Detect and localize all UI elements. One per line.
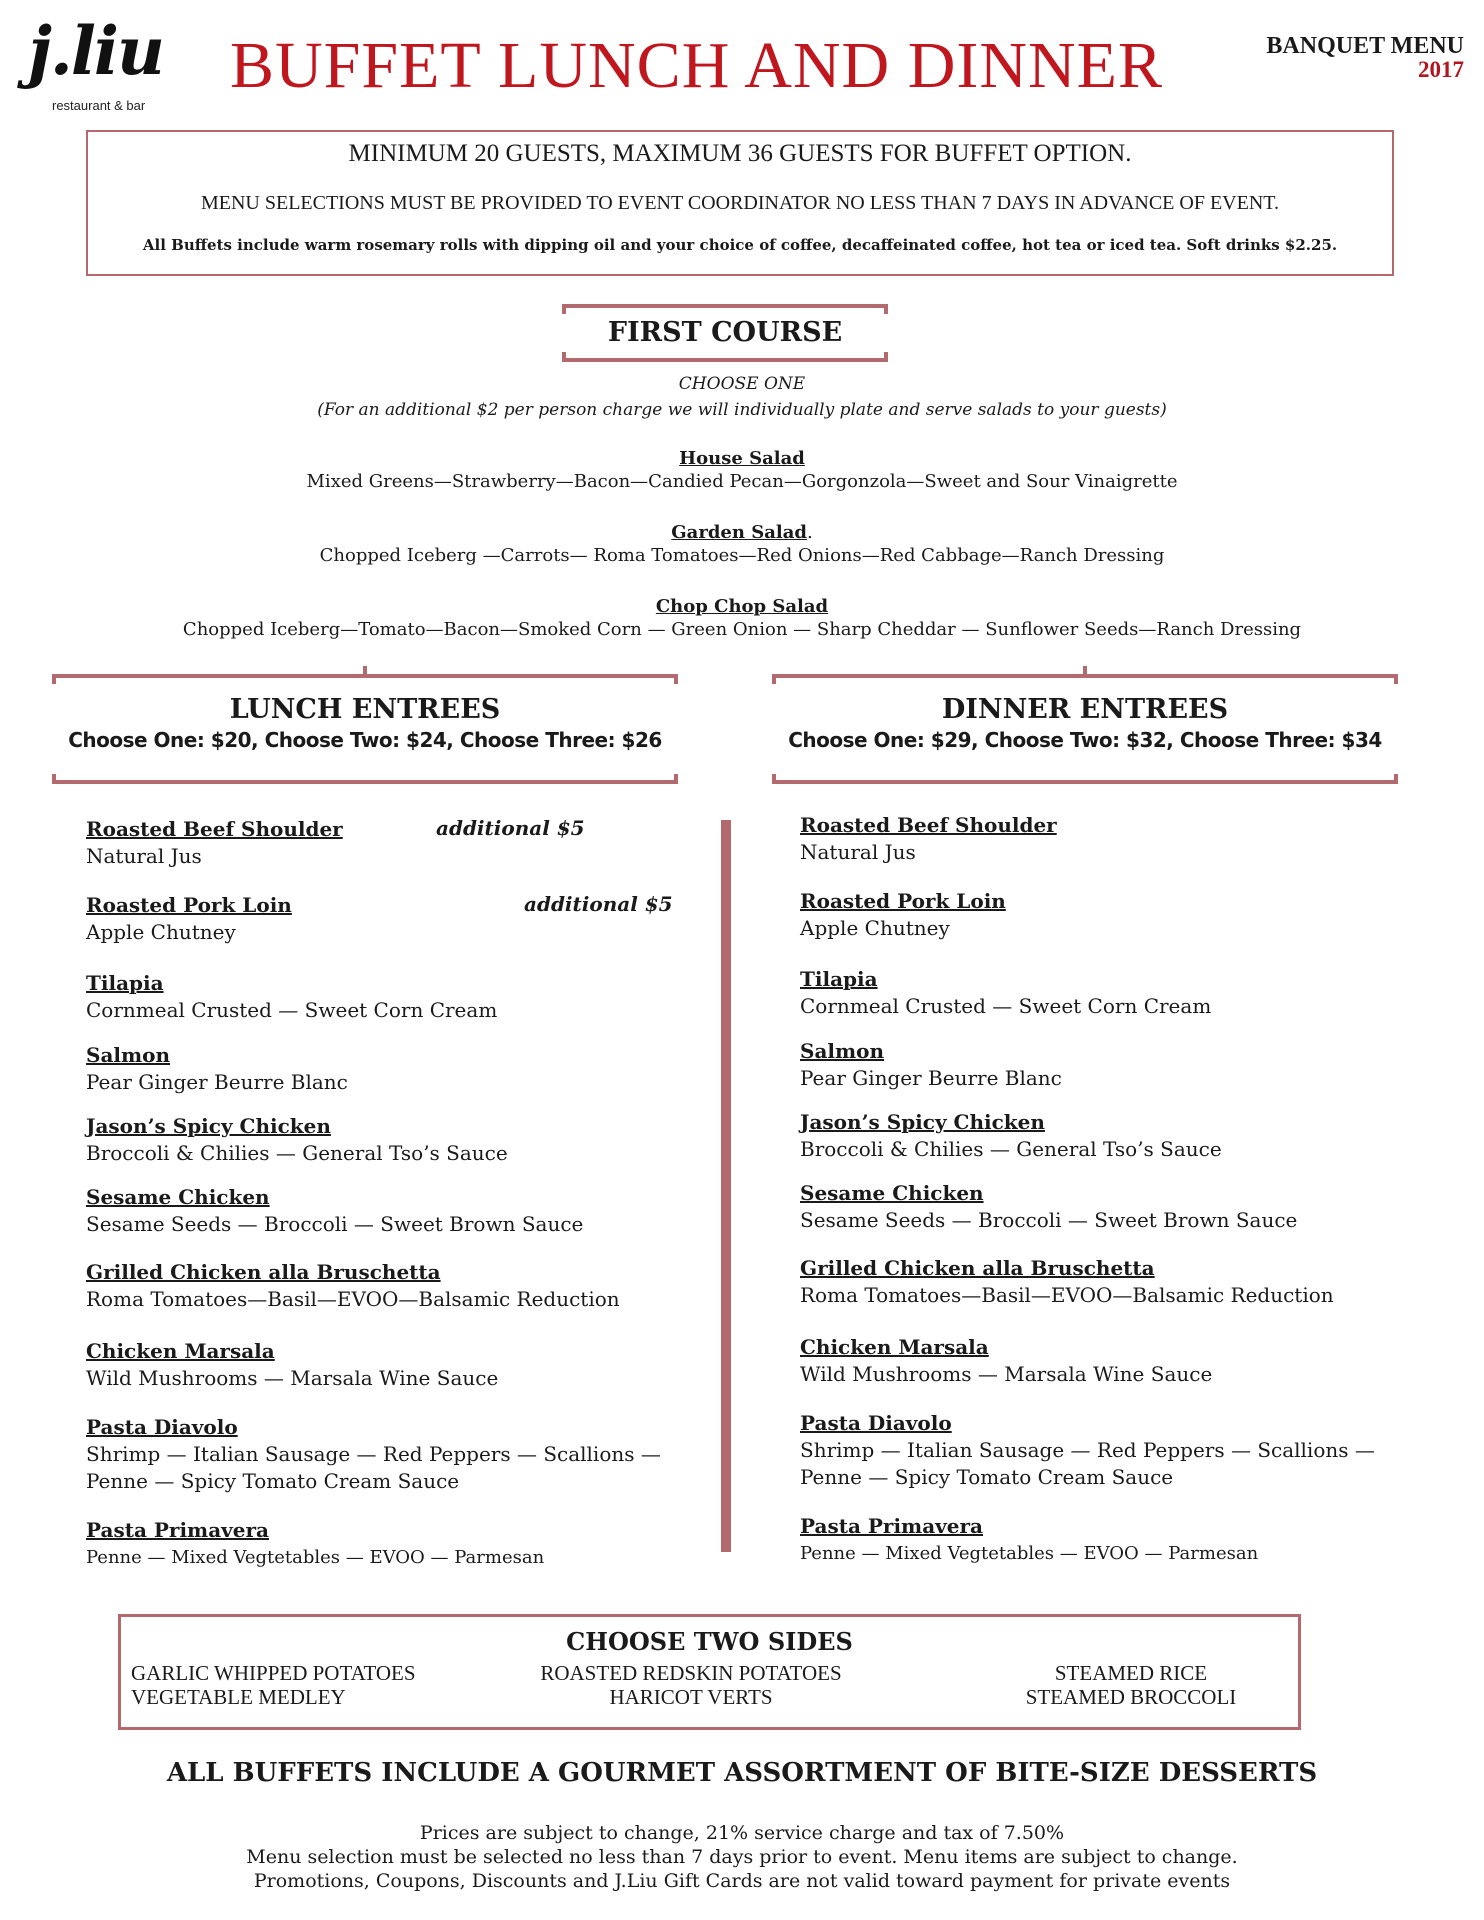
bracket-tick: [562, 304, 566, 314]
entree-desc: Pear Ginger Beurre Blanc: [800, 1066, 1062, 1090]
entree-desc: Apple Chutney: [86, 920, 236, 944]
entree-name: Grilled Chicken alla Bruschetta: [86, 1260, 441, 1284]
dinner-header: [772, 674, 1398, 784]
list-item: [86, 1259, 686, 1313]
bracket-tick: [772, 674, 776, 684]
entree-name: Jason’s Spicy Chicken: [86, 1114, 331, 1138]
dinner-title: DINNER ENTREES: [941, 694, 1229, 725]
logo-subtitle: restaurant & bar: [52, 98, 146, 113]
list-item: [800, 1513, 1400, 1567]
list-item: [800, 1334, 1400, 1388]
salad-desc: Chopped Iceberg —Carrots— Roma Tomatoes—Red Onions—Red Cabbage—Ranch Dressing: [319, 545, 1165, 566]
bracket-tick: [772, 774, 776, 784]
menu-year: 2017: [1418, 57, 1464, 82]
entree-desc: Roma Tomatoes—Basil—EVOO—Balsamic Reduction: [86, 1287, 620, 1311]
entree-desc: Cornmeal Crusted — Sweet Corn Cream: [800, 994, 1212, 1018]
list-item: [800, 1038, 1400, 1092]
list-item: [800, 1180, 1400, 1234]
bracket-tick: [1394, 674, 1398, 684]
lunch-header: [52, 674, 678, 784]
first-course-header: [562, 304, 888, 362]
list-item: [86, 816, 686, 870]
entree-surcharge: additional $5: [436, 816, 585, 840]
entree-name: Chicken Marsala: [86, 1339, 275, 1363]
list-item: [800, 966, 1400, 1020]
entree-name: Roasted Beef Shoulder: [800, 813, 1057, 837]
list-item: [86, 1414, 686, 1495]
entree-desc: Shrimp — Italian Sausage — Red Peppers — Scallions —: [86, 1442, 661, 1466]
notice-guests: MINIMUM 20 GUESTS, MAXIMUM 36 GUESTS FOR BUFFET OPTION.: [348, 140, 1132, 167]
bracket-tick: [674, 774, 678, 784]
bracket-tick: [884, 304, 888, 314]
salad-name: House Salad: [679, 448, 805, 469]
list-item: [86, 1517, 686, 1571]
entree-name: Pasta Diavolo: [800, 1411, 952, 1435]
side-item: STEAMED RICE: [1054, 1661, 1208, 1685]
first-course-title: FIRST COURSE: [607, 317, 843, 348]
entree-desc: Wild Mushrooms — Marsala Wine Sauce: [800, 1362, 1213, 1386]
entree-desc: Shrimp — Italian Sausage — Red Peppers — Scallions —: [800, 1438, 1375, 1462]
page-title: BUFFET LUNCH AND DINNER: [230, 29, 1164, 102]
entree-desc: Broccoli & Chilies — General Tso’s Sauce: [800, 1137, 1222, 1161]
bracket-tick: [1083, 666, 1087, 676]
entree-desc: Penne — Mixed Vegtetables — EVOO — Parmesan: [86, 1547, 545, 1568]
list-item: [800, 1255, 1400, 1309]
side-item: GARLIC WHIPPED POTATOES: [131, 1661, 416, 1685]
entree-name: Tilapia: [800, 967, 878, 991]
banquet-menu-text: BANQUET MENU: [1266, 33, 1464, 59]
bracket-bottom: [562, 358, 888, 362]
sides-box: [118, 1614, 1301, 1730]
list-item: [86, 1113, 686, 1167]
logo-mark: j.liu: [28, 12, 163, 90]
entree-desc: Pear Ginger Beurre Blanc: [86, 1070, 348, 1094]
bracket-tick: [674, 674, 678, 684]
bracket-tick: [52, 774, 56, 784]
entree-desc: Cornmeal Crusted — Sweet Corn Cream: [86, 998, 498, 1022]
footer-promotions: Promotions, Coupons, Discounts and J.Liu Gift Cards are not valid toward payment for private events: [253, 1870, 1231, 1892]
list-item: [800, 1410, 1400, 1491]
bracket-bottom: [52, 780, 678, 784]
list-item: [800, 812, 1400, 866]
list-item: [800, 888, 1400, 942]
entree-desc: Sesame Seeds — Broccoli — Sweet Brown Sauce: [86, 1212, 584, 1236]
entree-desc: Natural Jus: [86, 844, 202, 868]
plating-note: (For an additional $2 per person charge we will individually plate and serve salads to your guests): [317, 400, 1167, 420]
desserts-note: ALL BUFFETS INCLUDE A GOURMET ASSORTMENT OF BITE-SIZE DESSERTS: [166, 1758, 1318, 1788]
entree-name: Pasta Primavera: [800, 1514, 984, 1538]
entree-name: Roasted Pork Loin: [86, 893, 292, 917]
side-item: VEGETABLE MEDLEY: [131, 1685, 346, 1709]
dinner-pricing: Choose One: $29, Choose Two: $32, Choose Three: $34: [788, 728, 1382, 752]
list-item: [86, 1338, 686, 1392]
side-item: STEAMED BROCCOLI: [1025, 1685, 1237, 1709]
footer-selection: Menu selection must be selected no less than 7 days prior to event. Menu items are subject to change.: [246, 1846, 1238, 1868]
bracket-top: [562, 304, 888, 308]
entree-name: Roasted Beef Shoulder: [86, 817, 343, 841]
entree-surcharge: additional $5: [524, 892, 673, 916]
entree-desc: Broccoli & Chilies — General Tso’s Sauce: [86, 1141, 508, 1165]
entree-name: Jason’s Spicy Chicken: [800, 1110, 1045, 1134]
entree-desc: Sesame Seeds — Broccoli — Sweet Brown Sauce: [800, 1208, 1298, 1232]
salad-chop-chop: [0, 596, 1484, 640]
footer-prices: Prices are subject to change, 21% service charge and tax of 7.50%: [419, 1822, 1065, 1844]
list-item: [800, 1109, 1400, 1163]
entree-desc: Wild Mushrooms — Marsala Wine Sauce: [86, 1366, 499, 1390]
notice-includes: All Buffets include warm rosemary rolls with dipping oil and your choice of coffee, decaffeinated coffee, hot tea or iced tea. Soft drinks $2.25.: [142, 236, 1338, 254]
list-item: [86, 1042, 686, 1096]
entree-desc-line2: Penne — Spicy Tomato Cream Sauce: [800, 1465, 1174, 1489]
list-item: [86, 1184, 686, 1238]
salad-house: [0, 448, 1484, 492]
entree-name: Pasta Primavera: [86, 1518, 270, 1542]
logo: [28, 12, 178, 118]
salad-name: Garden Salad: [671, 522, 807, 543]
entree-name: Salmon: [800, 1039, 885, 1063]
entree-desc-line2: Penne — Spicy Tomato Cream Sauce: [86, 1469, 460, 1493]
salad-suffix: .: [806, 522, 813, 543]
column-divider: [721, 820, 731, 1552]
bracket-tick: [363, 666, 367, 676]
notice-deadline: MENU SELECTIONS MUST BE PROVIDED TO EVENT COORDINATOR NO LESS THAN 7 DAYS IN ADVANCE OF EVENT.: [200, 192, 1280, 214]
entree-name: Tilapia: [86, 971, 164, 995]
entree-name: Roasted Pork Loin: [800, 889, 1006, 913]
bracket-tick: [1394, 774, 1398, 784]
entree-name: Chicken Marsala: [800, 1335, 989, 1359]
entree-desc: Roma Tomatoes—Basil—EVOO—Balsamic Reduction: [800, 1283, 1334, 1307]
banquet-label: [1266, 34, 1464, 82]
entree-name: Sesame Chicken: [86, 1185, 270, 1209]
choose-one-label: CHOOSE ONE: [678, 374, 806, 394]
salad-garden: [0, 522, 1484, 566]
entree-name: Sesame Chicken: [800, 1181, 984, 1205]
entree-name: Grilled Chicken alla Bruschetta: [800, 1256, 1155, 1280]
bracket-tick: [884, 352, 888, 362]
list-item: [86, 970, 686, 1024]
notice-box: [86, 130, 1394, 276]
sides-title: CHOOSE TWO SIDES: [566, 1627, 853, 1656]
salad-name: Chop Chop Salad: [655, 596, 829, 617]
entree-name: Pasta Diavolo: [86, 1415, 238, 1439]
salad-desc: Chopped Iceberg—Tomato—Bacon—Smoked Corn — Green Onion — Sharp Cheddar — Sunflower Seeds—Ranch Dressing: [182, 619, 1302, 640]
bracket-tick: [52, 674, 56, 684]
lunch-pricing: Choose One: $20, Choose Two: $24, Choose Three: $26: [68, 728, 662, 752]
side-item: ROASTED REDSKIN POTATOES: [540, 1661, 842, 1685]
salad-desc: Mixed Greens—Strawberry—Bacon—Candied Pecan—Gorgonzola—Sweet and Sour Vinaigrette: [306, 471, 1178, 492]
entree-desc: Natural Jus: [800, 840, 916, 864]
entree-desc: Apple Chutney: [800, 916, 950, 940]
list-item: [86, 892, 686, 946]
bracket-tick: [562, 352, 566, 362]
entree-desc: Penne — Mixed Vegtetables — EVOO — Parmesan: [800, 1543, 1259, 1564]
lunch-title: LUNCH ENTREES: [229, 694, 501, 725]
side-item: HARICOT VERTS: [609, 1685, 773, 1709]
bracket-bottom: [772, 780, 1398, 784]
entree-name: Salmon: [86, 1043, 171, 1067]
